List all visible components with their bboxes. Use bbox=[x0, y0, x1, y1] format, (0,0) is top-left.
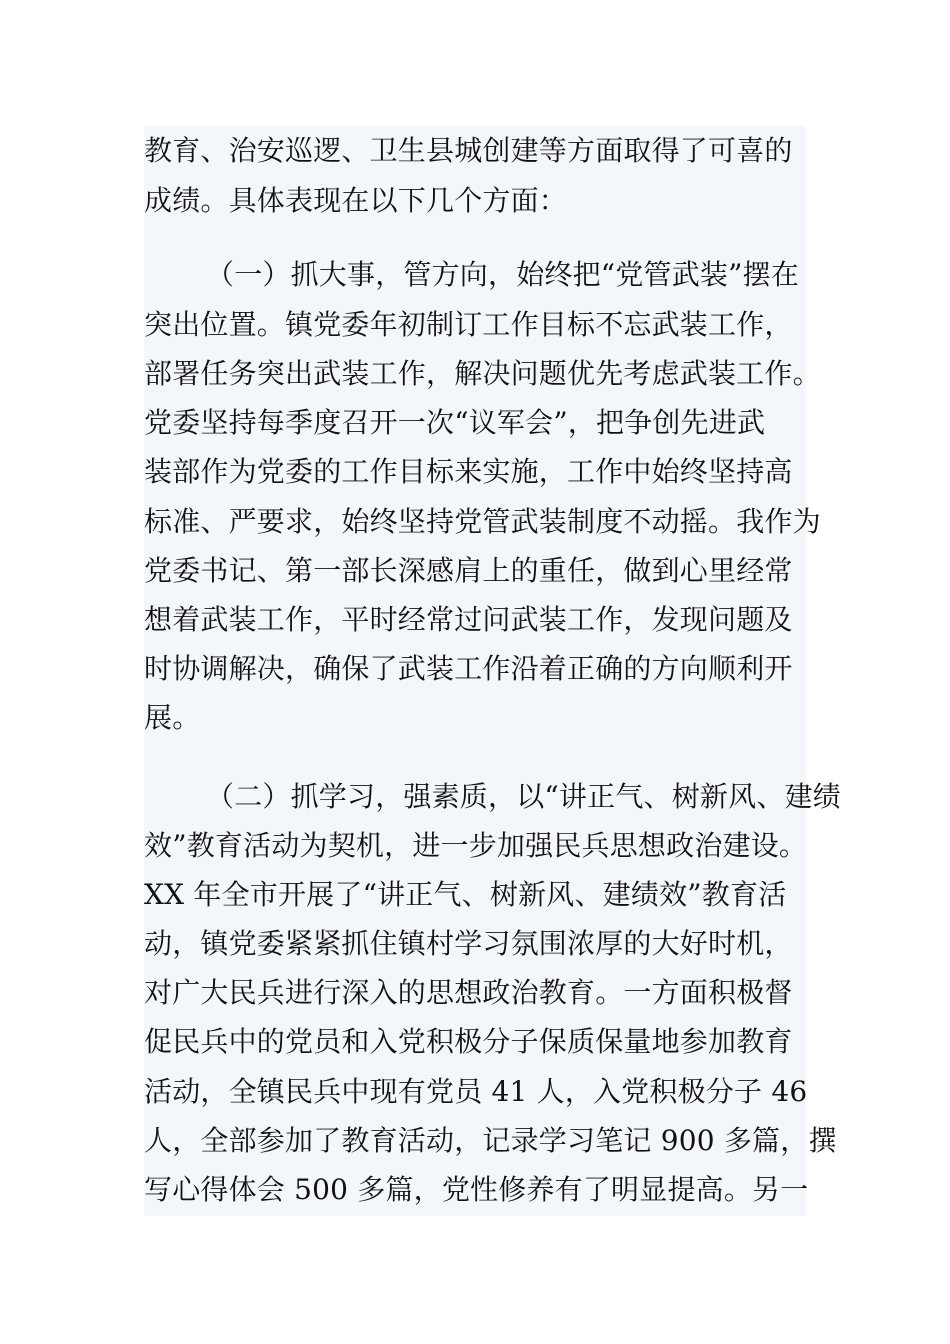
text-line: 教育、治安巡逻、卫生县城创建等方面取得了可喜的 bbox=[144, 134, 793, 167]
document-body bbox=[144, 126, 841, 1216]
text-line: 写心得体会 500 多篇，党性修养有了明显提高。另一 bbox=[144, 1173, 809, 1206]
text-line: 时协调解决，确保了武装工作沿着正确的方向顺利开 bbox=[144, 652, 793, 685]
text-line: 效”教育活动为契机，进一步加强民兵思想政治建设。 bbox=[144, 829, 808, 862]
section-heading-line: （二）抓学习，强素质，以“讲正气、树新风、建绩 bbox=[206, 780, 841, 813]
text-line: 突出位置。镇党委年初制订工作目标不忘武装工作， bbox=[144, 308, 793, 341]
text-line: 装部作为党委的工作目标来实施，工作中始终坚持高 bbox=[144, 455, 793, 488]
text-line: 标准、严要求，始终坚持党管武装制度不动摇。我作为 bbox=[144, 505, 821, 538]
text-line: 部署任务突出武装工作，解决问题优先考虑武装工作。 bbox=[144, 357, 821, 390]
text-line: 成绩。具体表现在以下几个方面： bbox=[144, 184, 568, 217]
text-line: 人，全部参加了教育活动，记录学习笔记 900 多篇，撰 bbox=[144, 1124, 837, 1157]
text-line: 活动，全镇民兵中现有党员 41 人，入党积极分子 46 bbox=[144, 1075, 808, 1108]
text-line: 动，镇党委紧紧抓住镇村学习氛围浓厚的大好时机， bbox=[144, 927, 793, 960]
text-line: 促民兵中的党员和入党积极分子保质保量地参加教育 bbox=[144, 1025, 793, 1058]
text-line: 党委书记、第一部长深感肩上的重任，做到心里经常 bbox=[144, 554, 793, 587]
text-line: XX 年全市开展了“讲正气、树新风、建绩效”教育活 bbox=[144, 878, 787, 911]
text-line: 党委坚持每季度召开一次“议军会”，把争创先进武 bbox=[144, 406, 766, 439]
section-heading-line: （一）抓大事，管方向，始终把“党管武装”摆在 bbox=[206, 258, 800, 291]
text-line: 展。 bbox=[144, 701, 201, 734]
text-line: 想着武装工作，平时经常过问武装工作，发现问题及 bbox=[144, 603, 793, 636]
text-line: 对广大民兵进行深入的思想政治教育。一方面积极督 bbox=[144, 976, 793, 1009]
